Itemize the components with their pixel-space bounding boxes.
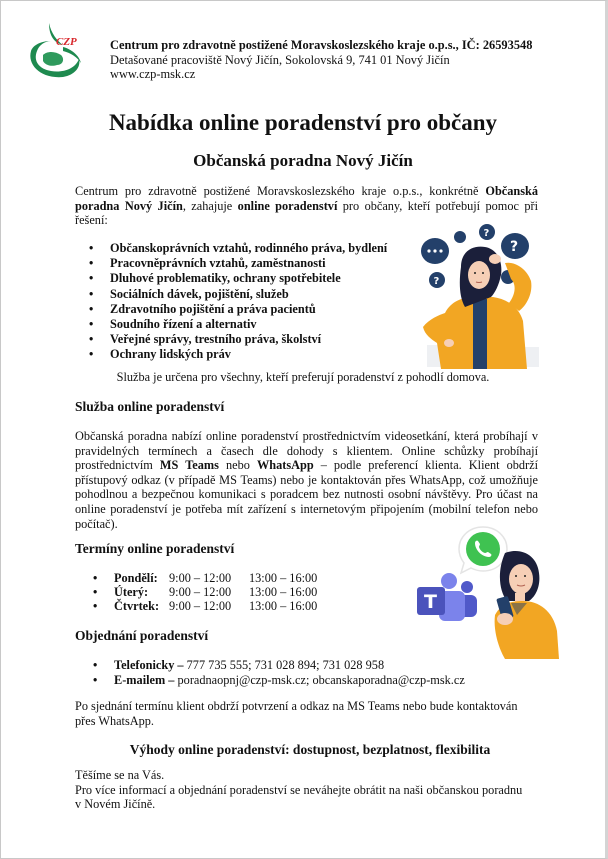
hours-row [93, 599, 317, 613]
page-subtitle: Občanská poradna Nový Jičín [193, 151, 413, 170]
service-text: – podle preferencí klienta. Klient obdrží přístupový odkaz (v případě MS Teams) nebo je kontaktován přes WhatsApp, což umožňuje pohodlnou a bezpečnou komunikaci s poradcem bez nutnosti osobní návštěvy. Pro účast na online poradenství je potřeba mít zařízení s internetovým připojením (mobilní telefon nebo počítač). [75, 458, 538, 531]
page-title: Nabídka online poradenství pro občany [108, 110, 498, 135]
list-item: • Občanskoprávních vztahů, rodinného práva, bydlení [89, 241, 387, 256]
hours-row [93, 585, 317, 599]
organization-website: www.czp-msk.cz [110, 67, 196, 81]
section-heading-service: Služba online poradenství [75, 399, 225, 414]
phone-contact [93, 658, 465, 673]
day-label: Úterý: [114, 585, 149, 600]
closing-greeting: Těšíme se na Vás. [75, 768, 165, 782]
closing-info: Pro více informací a objednání poradenství se neváhejte obrátit na naši občanskou poradnu [75, 782, 523, 797]
svg-text:CZP: CZP [56, 36, 77, 48]
organization-info [110, 38, 532, 82]
whatsapp-bold: WhatsApp [256, 458, 314, 473]
svg-text:T: T [424, 591, 437, 613]
czp-logo-icon [23, 21, 85, 83]
day-label: Čtvrtek: [114, 599, 160, 614]
benefits-heading: Výhody online poradenství: dostupnost, bezplatnost, flexibilita [129, 742, 491, 757]
service-paragraph [75, 429, 538, 531]
whatsapp-icon [459, 527, 507, 573]
section-heading-hours: Termíny online poradenství [75, 541, 235, 556]
list-item: • Ochrany lidských práv [89, 347, 387, 362]
afternoon-hours: 13:00 – 16:00 [249, 599, 318, 614]
hours-list [93, 571, 317, 614]
intro-text: , zahajuje [182, 198, 238, 213]
organization-name: Centrum pro zdravotně postižené Moravskoslezského kraje o.p.s., IČ: 26593548 [110, 38, 533, 52]
email-contact [93, 673, 465, 688]
hours-row [93, 571, 317, 585]
afternoon-hours: 13:00 – 16:00 [249, 571, 318, 585]
service-text: Občanská poradna nabízí online poradenství prostřednictvím videosetkání, která probíhají v pravidelných termínech a časech dle dohody s klientem. Online schůzky probíhají prostřednictvím [75, 429, 538, 473]
intro-bold-service: online poradenství [237, 198, 338, 213]
contact-list [93, 658, 465, 687]
closing-location: v Novém Jičíně. [75, 797, 156, 812]
ms-teams-bold: MS Teams [159, 458, 219, 473]
letterhead [1, 1, 605, 101]
closing-text [75, 768, 545, 812]
phone-numbers: 777 735 555; 731 028 894; 731 028 958 [183, 658, 385, 672]
intro-text: pro občany, kteří potřebují pomoc při řešení: [75, 198, 538, 227]
ms-teams-icon [417, 573, 477, 621]
woman-phone-illustration-icon [413, 519, 563, 659]
confused-woman-illustration-icon [415, 223, 553, 369]
email-label: E-mailem – [114, 672, 175, 687]
booking-note: Po sjednání termínu klient obdrží potvrzení a odkaz na MS Teams nebo bude kontaktován přes WhatsApp. [75, 699, 518, 728]
list-item: • Sociálních dávek, pojištění, služeb [89, 287, 387, 302]
svg-text:?: ? [433, 276, 440, 287]
service-note: Služba je určena pro všechny, kteří preferují poradenství z pohodlí domova. [116, 370, 490, 384]
section-heading-booking: Objednání poradenství [75, 628, 209, 643]
email-addresses[interactable]: poradnaopnj@czp-msk.cz; obcanskaporadna@czp-msk.cz [174, 672, 465, 687]
intro-paragraph [75, 184, 538, 228]
list-item: • Zdravotního pojištění a práva pacientů [89, 302, 387, 317]
list-item: • Veřejné správy, trestního práva, školství [89, 332, 387, 347]
list-item: • Pracovněprávních vztahů, zaměstnanosti [89, 256, 387, 271]
svg-text:?: ? [510, 239, 519, 255]
list-item: • Dluhové problematiky, ochrany spotřebitele [89, 271, 387, 286]
service-text: nebo [218, 458, 257, 473]
phone-label: Telefonicky – [114, 658, 184, 672]
organization-address: Detašované pracoviště Nový Jičín, Sokolovská 9, 741 01 Nový Jičín [110, 52, 450, 67]
topics-list [89, 241, 387, 363]
intro-bold-org: Občanská poradna Nový Jičín [75, 184, 538, 213]
day-label: Pondělí: [114, 571, 158, 585]
list-item: • Soudního řízení a alternativ [89, 317, 387, 332]
morning-hours: 9:00 – 12:00 [169, 599, 232, 614]
morning-hours: 9:00 – 12:00 [169, 585, 232, 600]
morning-hours: 9:00 – 12:00 [169, 571, 232, 585]
intro-text: Centrum pro zdravotně postižené Moravskoslezského kraje o.p.s., konkrétně [75, 184, 486, 198]
svg-text:?: ? [483, 228, 490, 239]
afternoon-hours: 13:00 – 16:00 [249, 585, 318, 600]
